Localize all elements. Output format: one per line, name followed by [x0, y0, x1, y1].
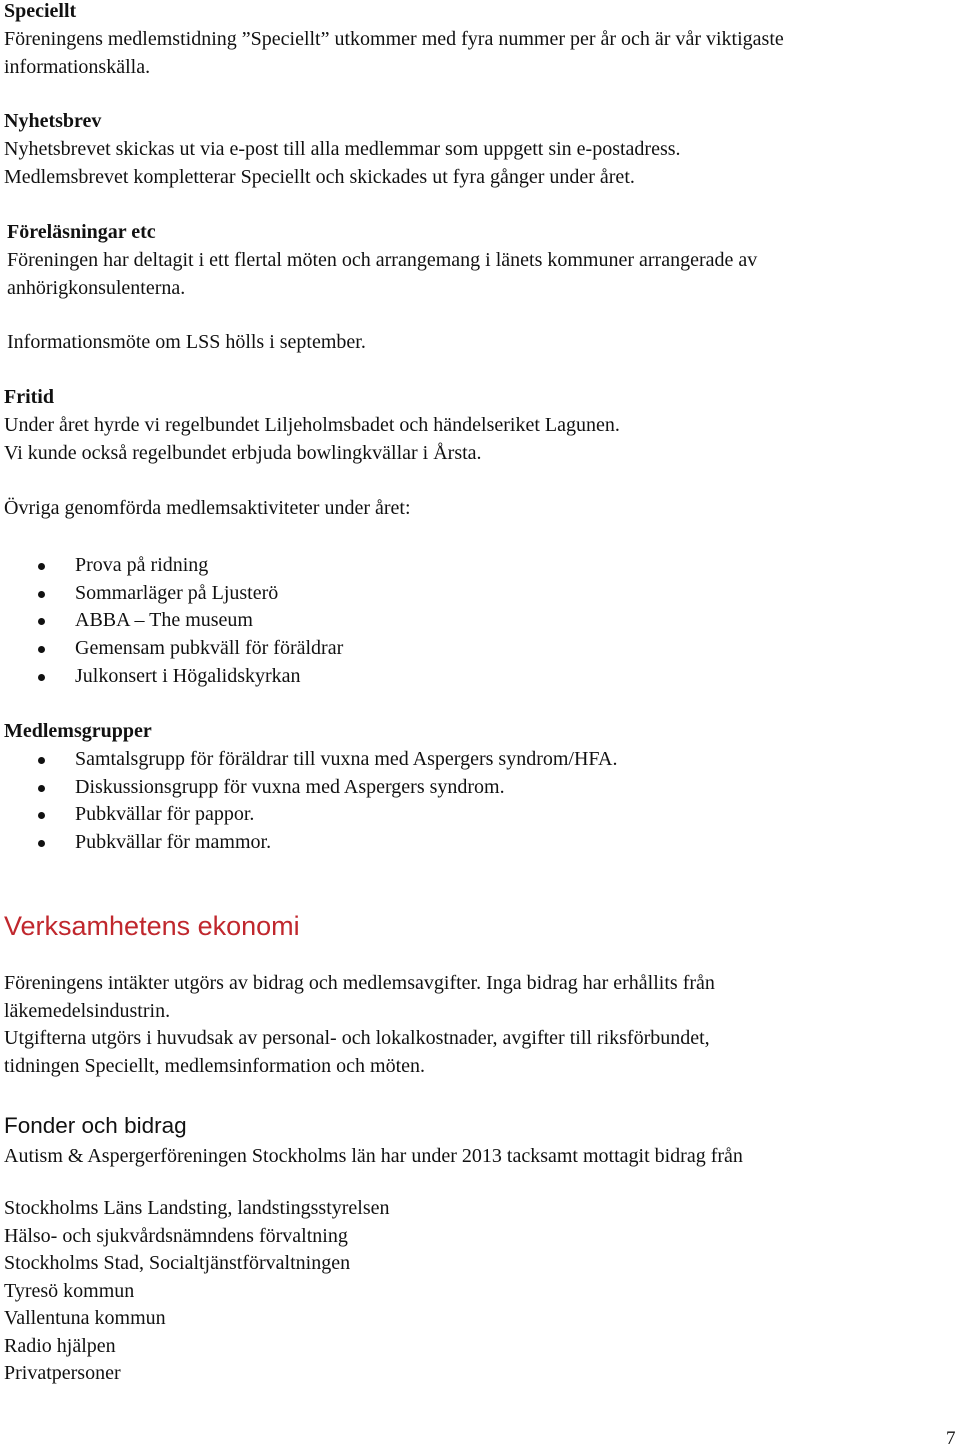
- bullet-icon: [38, 840, 45, 847]
- bullet-icon: [38, 646, 45, 653]
- paragraph-line: Övriga genomförda medlemsaktiviteter under året:: [4, 497, 411, 519]
- paragraph-line: Under året hyrde vi regelbundet Liljeholmsbadet och händelseriket Lagunen.: [4, 414, 620, 436]
- paragraph-line: Föreningens medlemstidning ”Speciellt” utkommer med fyra nummer per år och är vår viktigaste: [4, 28, 784, 50]
- paragraph-line: Medlemsbrevet kompletterar Speciellt och skickades ut fyra gånger under året.: [4, 166, 635, 188]
- list-item: Samtalsgrupp för föräldrar till vuxna med Aspergers syndrom/HFA.: [0, 746, 618, 774]
- donor-item: Stockholms Läns Landsting, landstingsstyrelsen: [4, 1197, 390, 1219]
- paragraph-line: Föreningens intäkter utgörs av bidrag och medlemsavgifter. Inga bidrag har erhållits från: [4, 972, 715, 994]
- heading-ekonomi: Verksamhetens ekonomi: [4, 911, 300, 941]
- bullet-icon: [38, 591, 45, 598]
- paragraph-line: informationskälla.: [4, 56, 151, 78]
- heading-nyhetsbrev: Nyhetsbrev: [4, 110, 102, 132]
- paragraph-line: Nyhetsbrevet skickas ut via e-post till alla medlemmar som uppgett sin e-postadress.: [4, 138, 681, 160]
- heading-fritid: Fritid: [4, 386, 54, 408]
- donor-item: Vallentuna kommun: [4, 1307, 166, 1329]
- donor-item: Radio hjälpen: [4, 1334, 116, 1357]
- donor-list: [4, 1195, 390, 1388]
- heading-forelasningar: Föreläsningar etc: [7, 221, 156, 243]
- bullet-icon: [38, 757, 45, 764]
- bullet-icon: [38, 674, 45, 681]
- paragraph-line: Vi kunde också regelbundet erbjuda bowlingkvällar i Årsta.: [4, 442, 482, 464]
- paragraph-line: läkemedelsindustrin.: [4, 1000, 171, 1022]
- list-item: Pubkvällar för pappor.: [0, 801, 618, 829]
- paragraph-line: Informationsmöte om LSS hölls i september.: [7, 331, 366, 353]
- heading-medlemsgrupper: Medlemsgrupper: [4, 720, 152, 742]
- donor-item: Tyresö kommun: [4, 1279, 135, 1302]
- paragraph-line: Föreningen har deltagit i ett flertal möten och arrangemang i länets kommuner arrangerade av: [7, 249, 758, 271]
- activities-list: [0, 552, 343, 690]
- list-item: ABBA – The museum: [0, 607, 343, 635]
- bullet-icon: [38, 618, 45, 625]
- donor-item: Stockholms Stad, Socialtjänstförvaltningen: [4, 1252, 351, 1274]
- paragraph-line: Autism & Aspergerföreningen Stockholms län har under 2013 tacksamt mottagit bidrag från: [4, 1145, 743, 1167]
- paragraph-line: Utgifterna utgörs i huvudsak av personal- och lokalkostnader, avgifter till riksförbundet,: [4, 1027, 710, 1049]
- donor-item: Privatpersoner: [4, 1362, 121, 1384]
- bullet-icon: [38, 785, 45, 792]
- heading-fonder: Fonder och bidrag: [4, 1113, 187, 1138]
- donor-item: Hälso- och sjukvårdsnämndens förvaltning: [4, 1224, 348, 1247]
- bullet-icon: [38, 812, 45, 819]
- list-item: Prova på ridning: [0, 552, 343, 580]
- bullet-icon: [38, 563, 45, 570]
- list-item: Sommarläger på Ljusterö: [0, 580, 343, 608]
- list-item: Julkonsert i Högalidskyrkan: [0, 663, 343, 691]
- paragraph-line: anhörigkonsulenterna.: [7, 277, 186, 299]
- page-number: 7: [946, 1428, 956, 1449]
- paragraph-line: tidningen Speciellt, medlemsinformation och möten.: [4, 1055, 426, 1077]
- list-item: Gemensam pubkväll för föräldrar: [0, 635, 343, 663]
- heading-speciellt: Speciellt: [4, 0, 77, 22]
- list-item: Pubkvällar för mammor.: [0, 829, 618, 857]
- member-groups-list: [0, 746, 618, 857]
- list-item: Diskussionsgrupp för vuxna med Aspergers syndrom.: [0, 774, 618, 802]
